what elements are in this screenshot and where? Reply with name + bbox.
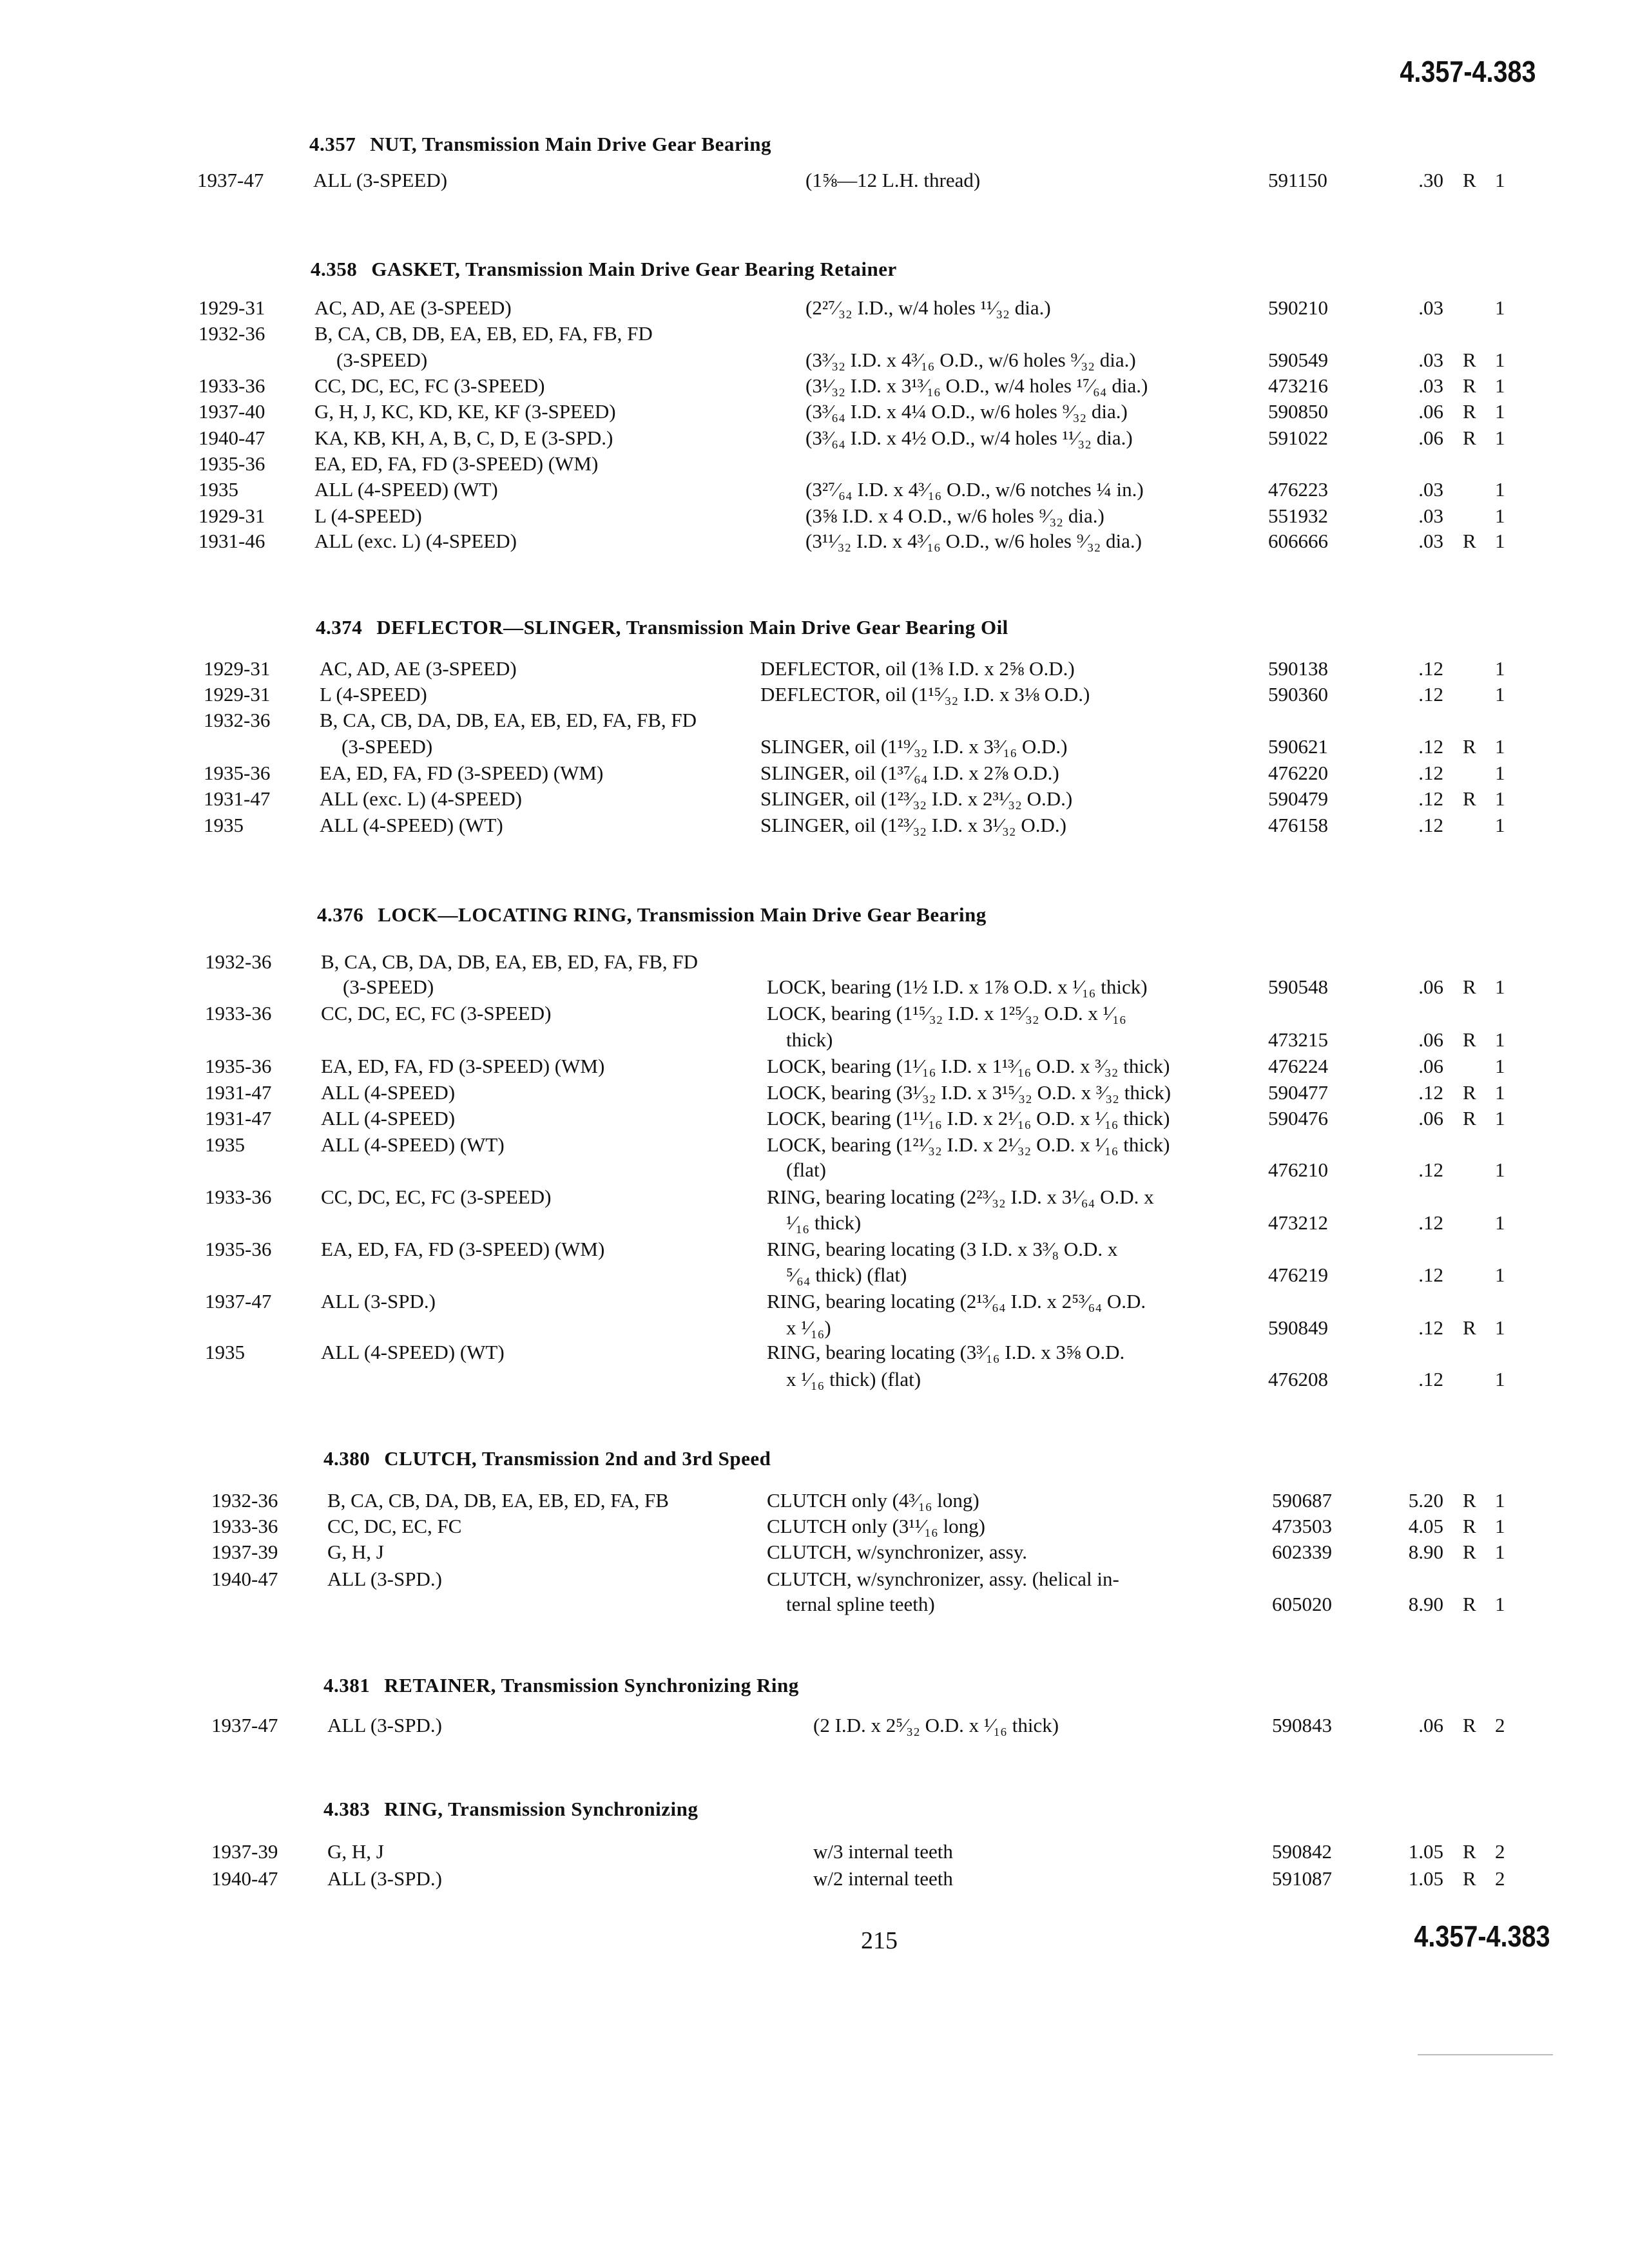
description-cell: (3²⁷⁄₆₄ I.D. x 4³⁄₁₆ O.D., w/6 notches ¼ in.) [805, 478, 1144, 501]
quantity-cell: 1 [1495, 1515, 1505, 1537]
year-cell: 1940-47 [211, 1867, 278, 1890]
section-number: 4.383 [323, 1798, 371, 1820]
year-cell: 1937-39 [211, 1541, 278, 1563]
price-cell: .03 [1418, 374, 1443, 397]
section-title [311, 258, 897, 281]
code-cell: R [1463, 1593, 1476, 1615]
price-cell: .12 [1418, 1264, 1443, 1286]
price-cell: 1.05 [1408, 1867, 1443, 1890]
description-cell: (3³⁄₃₂ I.D. x 4³⁄₁₆ O.D., w/6 holes ⁹⁄₃₂ dia.) [805, 349, 1136, 371]
price-cell: .30 [1418, 169, 1443, 191]
quantity-cell: 1 [1495, 1541, 1505, 1563]
quantity-cell: 1 [1495, 1593, 1505, 1615]
quantity-cell: 1 [1495, 975, 1505, 998]
description-cell: ⁵⁄₆₄ thick) (flat) [786, 1264, 907, 1286]
description-cell: RING, bearing locating (3 I.D. x 3³⁄₈ O.D. x [767, 1238, 1118, 1260]
price-cell: .03 [1418, 505, 1443, 527]
part-number-cell: 476158 [1268, 814, 1328, 836]
year-cell: 1940-47 [198, 427, 265, 449]
year-cell: 1931-47 [205, 1081, 272, 1104]
price-cell: 8.90 [1408, 1541, 1443, 1563]
description-cell: RING, bearing locating (3³⁄₁₆ I.D. x 3⅝ O.D. [767, 1341, 1125, 1363]
bottom-rule [1418, 2054, 1553, 2055]
code-cell: R [1463, 427, 1476, 449]
code-cell: R [1463, 787, 1476, 810]
description-cell: x ¹⁄₁₆ thick) (flat) [786, 1368, 921, 1390]
code-cell: R [1463, 1714, 1476, 1736]
quantity-cell: 1 [1495, 296, 1505, 319]
year-cell: 1940-47 [211, 1568, 278, 1590]
model-cell: CC, DC, EC, FC (3-SPEED) [321, 1186, 552, 1208]
year-cell: 1935-36 [205, 1055, 272, 1077]
section-title [323, 1447, 771, 1470]
model-cell: L (4-SPEED) [314, 505, 422, 527]
year-cell: 1931-47 [204, 787, 271, 810]
code-cell: R [1463, 1316, 1476, 1339]
year-cell: 1935-36 [198, 452, 265, 475]
part-number-cell: 590138 [1268, 657, 1328, 680]
model-cell: ALL (4-SPEED) (WT) [314, 478, 498, 501]
code-cell: R [1463, 1867, 1476, 1890]
description-cell: LOCK, bearing (1²¹⁄₃₂ I.D. x 2¹⁄₃₂ O.D. x ¹⁄₁₆ thick) [767, 1133, 1170, 1156]
model-cell: CC, DC, EC, FC [327, 1515, 462, 1537]
part-number-cell: 606666 [1268, 530, 1328, 552]
part-number-cell: 591087 [1272, 1867, 1332, 1890]
quantity-cell: 1 [1495, 478, 1505, 501]
year-cell: 1935-36 [205, 1238, 272, 1260]
model-cell: ALL (3-SPD.) [327, 1867, 442, 1890]
price-cell: .12 [1418, 787, 1443, 810]
model-cell: ALL (4-SPEED) [321, 1081, 456, 1104]
quantity-cell: 1 [1495, 169, 1505, 191]
price-cell: .12 [1418, 1211, 1443, 1234]
description-cell: (3⅝ I.D. x 4 O.D., w/6 holes ⁹⁄₃₂ dia.) [805, 505, 1104, 527]
price-cell: .06 [1418, 1714, 1443, 1736]
year-cell: 1932-36 [198, 322, 265, 345]
code-cell: R [1463, 1028, 1476, 1051]
section-title [309, 133, 771, 156]
year-cell: 1935 [205, 1341, 245, 1363]
year-cell: 1933-36 [211, 1515, 278, 1537]
year-cell: 1931-46 [198, 530, 265, 552]
description-cell: x ¹⁄₁₆) [786, 1316, 831, 1339]
code-cell: R [1463, 1840, 1476, 1863]
year-cell: 1937-40 [198, 400, 265, 423]
quantity-cell: 2 [1495, 1867, 1505, 1890]
quantity-cell: 1 [1495, 1368, 1505, 1390]
code-cell: R [1463, 735, 1476, 758]
year-cell: 1929-31 [204, 683, 271, 706]
section-number: 4.376 [317, 903, 364, 926]
price-cell: .06 [1418, 1028, 1443, 1051]
part-number-cell: 590850 [1268, 400, 1328, 423]
part-number-cell: 590476 [1268, 1107, 1328, 1129]
year-cell: 1935-36 [204, 762, 271, 784]
model-cell: (3-SPEED) [342, 735, 433, 758]
price-cell: .12 [1418, 735, 1443, 758]
quantity-cell: 1 [1495, 1489, 1505, 1512]
part-number-cell: 605020 [1272, 1593, 1332, 1615]
model-cell: ALL (4-SPEED) [321, 1107, 456, 1129]
year-cell: 1935 [205, 1133, 245, 1156]
description-cell: CLUTCH only (4³⁄₁₆ long) [767, 1489, 979, 1512]
description-cell: thick) [786, 1028, 833, 1051]
model-cell: ALL (exc. L) (4-SPEED) [320, 787, 522, 810]
code-cell: R [1463, 1541, 1476, 1563]
quantity-cell: 1 [1495, 505, 1505, 527]
model-cell: ALL (3-SPEED) [313, 169, 448, 191]
description-cell: LOCK, bearing (1¹¹⁄₁₆ I.D. x 2¹⁄₁₆ O.D. x ¹⁄₁₆ thick) [767, 1107, 1170, 1129]
part-number-cell: 591150 [1268, 169, 1327, 191]
model-cell: CC, DC, EC, FC (3-SPEED) [321, 1002, 552, 1024]
model-cell: CC, DC, EC, FC (3-SPEED) [314, 374, 545, 397]
description-cell: RING, bearing locating (2¹³⁄₆₄ I.D. x 2⁵³⁄₆₄ O.D. [767, 1290, 1146, 1312]
code-cell: R [1463, 400, 1476, 423]
description-cell: LOCK, bearing (1¹⁵⁄₃₂ I.D. x 1²⁵⁄₃₂ O.D. x ¹⁄₁₆ [767, 1002, 1126, 1024]
description-cell: SLINGER, oil (1¹⁹⁄₃₂ I.D. x 3³⁄₁₆ O.D.) [760, 735, 1068, 758]
price-cell: .03 [1418, 530, 1443, 552]
part-number-cell: 590477 [1268, 1081, 1328, 1104]
model-cell: L (4-SPEED) [320, 683, 427, 706]
price-cell: .06 [1418, 400, 1443, 423]
part-number-cell: 590621 [1268, 735, 1328, 758]
quantity-cell: 1 [1495, 374, 1505, 397]
model-cell: EA, ED, FA, FD (3-SPEED) (WM) [321, 1055, 605, 1077]
description-cell: ¹⁄₁₆ thick) [786, 1211, 862, 1234]
section-title [316, 616, 1008, 639]
quantity-cell: 1 [1495, 1264, 1505, 1286]
description-cell: ternal spline teeth) [786, 1593, 935, 1615]
code-cell: R [1463, 349, 1476, 371]
section-title [323, 1798, 698, 1821]
description-cell: (3³⁄₆₄ I.D. x 4½ O.D., w/4 holes ¹¹⁄₃₂ dia.) [805, 427, 1133, 449]
description-cell: LOCK, bearing (1¹⁄₁₆ I.D. x 1¹³⁄₁₆ O.D. x ³⁄₃₂ thick) [767, 1055, 1170, 1077]
model-cell: G, H, J [327, 1541, 384, 1563]
year-cell: 1937-47 [205, 1290, 272, 1312]
code-cell: R [1463, 530, 1476, 552]
year-cell: 1937-47 [197, 169, 264, 191]
price-cell: 4.05 [1408, 1515, 1443, 1537]
quantity-cell: 1 [1495, 657, 1505, 680]
section-heading: RING, Transmission Synchronizing [384, 1798, 699, 1820]
quantity-cell: 1 [1495, 349, 1505, 371]
price-cell: .12 [1418, 1316, 1443, 1339]
part-number-cell: 473503 [1272, 1515, 1332, 1537]
model-cell: G, H, J, KC, KD, KE, KF (3-SPEED) [314, 400, 616, 423]
model-cell: ALL (4-SPEED) (WT) [320, 814, 503, 836]
model-cell: ALL (3-SPD.) [327, 1714, 442, 1736]
quantity-cell: 1 [1495, 1316, 1505, 1339]
part-number-cell: 551932 [1268, 505, 1328, 527]
price-cell: .06 [1418, 427, 1443, 449]
year-cell: 1933-36 [198, 374, 265, 397]
page-range-footer: 4.357-4.383 [1414, 1919, 1550, 1953]
price-cell: 1.05 [1408, 1840, 1443, 1863]
model-cell: B, CA, CB, DA, DB, EA, EB, ED, FA, FB [327, 1489, 669, 1512]
section-heading: GASKET, Transmission Main Drive Gear Bearing Retainer [371, 258, 897, 280]
price-cell: 8.90 [1408, 1593, 1443, 1615]
model-cell: (3-SPEED) [343, 975, 434, 998]
part-number-cell: 476220 [1268, 762, 1328, 784]
description-cell: LOCK, bearing (3¹⁄₃₂ I.D. x 3¹⁵⁄₃₂ O.D. x ³⁄₃₂ thick) [767, 1081, 1171, 1104]
price-cell: .06 [1418, 975, 1443, 998]
description-cell: w/3 internal teeth [813, 1840, 953, 1863]
part-number-cell: 590849 [1268, 1316, 1328, 1339]
part-number-cell: 476223 [1268, 478, 1328, 501]
description-cell: (3¹¹⁄₃₂ I.D. x 4³⁄₁₆ O.D., w/6 holes ⁹⁄₃₂ dia.) [805, 530, 1142, 552]
model-cell: (3-SPEED) [336, 349, 428, 371]
year-cell: 1931-47 [205, 1107, 272, 1129]
model-cell: EA, ED, FA, FD (3-SPEED) (WM) [320, 762, 604, 784]
description-cell: CLUTCH, w/synchronizer, assy. [767, 1541, 1027, 1563]
page-number: 215 [861, 1927, 898, 1954]
part-number-cell: 473215 [1268, 1028, 1328, 1051]
section-number: 4.381 [323, 1674, 371, 1696]
part-number-cell: 590843 [1272, 1714, 1332, 1736]
part-number-cell: 473216 [1268, 374, 1328, 397]
model-cell: EA, ED, FA, FD (3-SPEED) (WM) [321, 1238, 605, 1260]
part-number-cell: 590687 [1272, 1489, 1332, 1512]
quantity-cell: 1 [1495, 1107, 1505, 1129]
description-cell: LOCK, bearing (1½ I.D. x 1⅞ O.D. x ¹⁄₁₆ thick) [767, 975, 1148, 998]
part-number-cell: 602339 [1272, 1541, 1332, 1563]
price-cell: .06 [1418, 1055, 1443, 1077]
part-number-cell: 476208 [1268, 1368, 1328, 1390]
model-cell: EA, ED, FA, FD (3-SPEED) (WM) [314, 452, 599, 475]
section-title [317, 903, 987, 927]
description-cell: CLUTCH only (3¹¹⁄₁₆ long) [767, 1515, 986, 1537]
description-cell: CLUTCH, w/synchronizer, assy. (helical in- [767, 1568, 1119, 1590]
description-cell: (2²⁷⁄₃₂ I.D., w/4 holes ¹¹⁄₃₂ dia.) [805, 296, 1051, 319]
model-cell: ALL (4-SPEED) (WT) [321, 1341, 505, 1363]
description-cell: SLINGER, oil (1³⁷⁄₆₄ I.D. x 2⅞ O.D.) [760, 762, 1059, 784]
quantity-cell: 1 [1495, 1055, 1505, 1077]
part-number-cell: 476210 [1268, 1158, 1328, 1181]
price-cell: .03 [1418, 296, 1443, 319]
description-cell: w/2 internal teeth [813, 1867, 953, 1890]
description-cell: DEFLECTOR, oil (1⅜ I.D. x 2⅝ O.D.) [760, 657, 1075, 680]
quantity-cell: 1 [1495, 1081, 1505, 1104]
code-cell: R [1463, 1081, 1476, 1104]
section-heading: DEFLECTOR—SLINGER, Transmission Main Drive Gear Bearing Oil [376, 616, 1008, 639]
quantity-cell: 1 [1495, 1028, 1505, 1051]
code-cell: R [1463, 1489, 1476, 1512]
section-title [323, 1674, 799, 1697]
model-cell: B, CA, CB, DB, EA, EB, ED, FA, FB, FD [314, 322, 653, 345]
price-cell: 5.20 [1408, 1489, 1443, 1512]
price-cell: .12 [1418, 1158, 1443, 1181]
year-cell: 1933-36 [205, 1002, 272, 1024]
year-cell: 1929-31 [204, 657, 271, 680]
part-number-cell: 590210 [1268, 296, 1328, 319]
description-cell: (3¹⁄₃₂ I.D. x 3¹³⁄₁₆ O.D., w/4 holes ¹⁷⁄₆₄ dia.) [805, 374, 1148, 397]
price-cell: .12 [1418, 1081, 1443, 1104]
model-cell: AC, AD, AE (3-SPEED) [320, 657, 517, 680]
description-cell: SLINGER, oil (1²³⁄₃₂ I.D. x 3¹⁄₃₂ O.D.) [760, 814, 1066, 836]
description-cell: (3³⁄₆₄ I.D. x 4¼ O.D., w/6 holes ⁹⁄₃₂ dia.) [805, 400, 1128, 423]
section-number: 4.357 [309, 133, 356, 155]
year-cell: 1929-31 [198, 296, 265, 319]
section-heading: RETAINER, Transmission Synchronizing Ring [384, 1674, 799, 1696]
model-cell: ALL (3-SPD.) [321, 1290, 436, 1312]
model-cell: G, H, J [327, 1840, 384, 1863]
part-number-cell: 476219 [1268, 1264, 1328, 1286]
year-cell: 1935 [204, 814, 244, 836]
description-cell: RING, bearing locating (2²³⁄₃₂ I.D. x 3¹⁄₆₄ O.D. x [767, 1186, 1154, 1208]
section-number: 4.374 [316, 616, 363, 639]
description-cell: SLINGER, oil (1²³⁄₃₂ I.D. x 2³¹⁄₃₂ O.D.) [760, 787, 1073, 810]
section-number: 4.380 [323, 1447, 371, 1470]
section-heading: NUT, Transmission Main Drive Gear Bearing [370, 133, 771, 155]
code-cell: R [1463, 1515, 1476, 1537]
description-cell: (2 I.D. x 2⁵⁄₃₂ O.D. x ¹⁄₁₆ thick) [813, 1714, 1059, 1736]
quantity-cell: 1 [1495, 814, 1505, 836]
year-cell: 1937-47 [211, 1714, 278, 1736]
model-cell: AC, AD, AE (3-SPEED) [314, 296, 512, 319]
quantity-cell: 1 [1495, 762, 1505, 784]
section-number: 4.358 [311, 258, 358, 280]
section-heading: LOCK—LOCATING RING, Transmission Main Drive Gear Bearing [378, 903, 987, 926]
code-cell: R [1463, 169, 1476, 191]
quantity-cell: 1 [1495, 1158, 1505, 1181]
price-cell: .03 [1418, 478, 1443, 501]
code-cell: R [1463, 975, 1476, 998]
code-cell: R [1463, 374, 1476, 397]
part-number-cell: 590548 [1268, 975, 1328, 998]
quantity-cell: 1 [1495, 1211, 1505, 1234]
description-cell: (1⅝—12 L.H. thread) [805, 169, 981, 191]
quantity-cell: 1 [1495, 683, 1505, 706]
year-cell: 1933-36 [205, 1186, 272, 1208]
year-cell: 1929-31 [198, 505, 265, 527]
part-number-cell: 590549 [1268, 349, 1328, 371]
quantity-cell: 1 [1495, 787, 1505, 810]
year-cell: 1937-39 [211, 1840, 278, 1863]
part-number-cell: 590479 [1268, 787, 1328, 810]
model-cell: B, CA, CB, DA, DB, EA, EB, ED, FA, FB, FD [320, 709, 697, 731]
price-cell: .12 [1418, 657, 1443, 680]
quantity-cell: 1 [1495, 735, 1505, 758]
part-number-cell: 591022 [1268, 427, 1328, 449]
description-cell: DEFLECTOR, oil (1¹⁵⁄₃₂ I.D. x 3⅛ O.D.) [760, 683, 1090, 706]
part-number-cell: 476224 [1268, 1055, 1328, 1077]
quantity-cell: 1 [1495, 530, 1505, 552]
model-cell: ALL (3-SPD.) [327, 1568, 442, 1590]
price-cell: .12 [1418, 1368, 1443, 1390]
model-cell: B, CA, CB, DA, DB, EA, EB, ED, FA, FB, FD [321, 950, 699, 973]
description-cell: (flat) [786, 1158, 826, 1181]
year-cell: 1932-36 [204, 709, 271, 731]
price-cell: .12 [1418, 683, 1443, 706]
price-cell: .03 [1418, 349, 1443, 371]
price-cell: .06 [1418, 1107, 1443, 1129]
code-cell: R [1463, 1107, 1476, 1129]
model-cell: KA, KB, KH, A, B, C, D, E (3-SPD.) [314, 427, 613, 449]
page-range-header: 4.357-4.383 [1400, 55, 1536, 88]
part-number-cell: 590842 [1272, 1840, 1332, 1863]
section-heading: CLUTCH, Transmission 2nd and 3rd Speed [384, 1447, 771, 1470]
model-cell: ALL (exc. L) (4-SPEED) [314, 530, 517, 552]
quantity-cell: 1 [1495, 400, 1505, 423]
part-number-cell: 473212 [1268, 1211, 1328, 1234]
price-cell: .12 [1418, 762, 1443, 784]
part-number-cell: 590360 [1268, 683, 1328, 706]
price-cell: .12 [1418, 814, 1443, 836]
year-cell: 1932-36 [211, 1489, 278, 1512]
model-cell: ALL (4-SPEED) (WT) [321, 1133, 505, 1156]
quantity-cell: 1 [1495, 427, 1505, 449]
quantity-cell: 2 [1495, 1840, 1505, 1863]
quantity-cell: 2 [1495, 1714, 1505, 1736]
year-cell: 1935 [198, 478, 238, 501]
year-cell: 1932-36 [205, 950, 272, 973]
